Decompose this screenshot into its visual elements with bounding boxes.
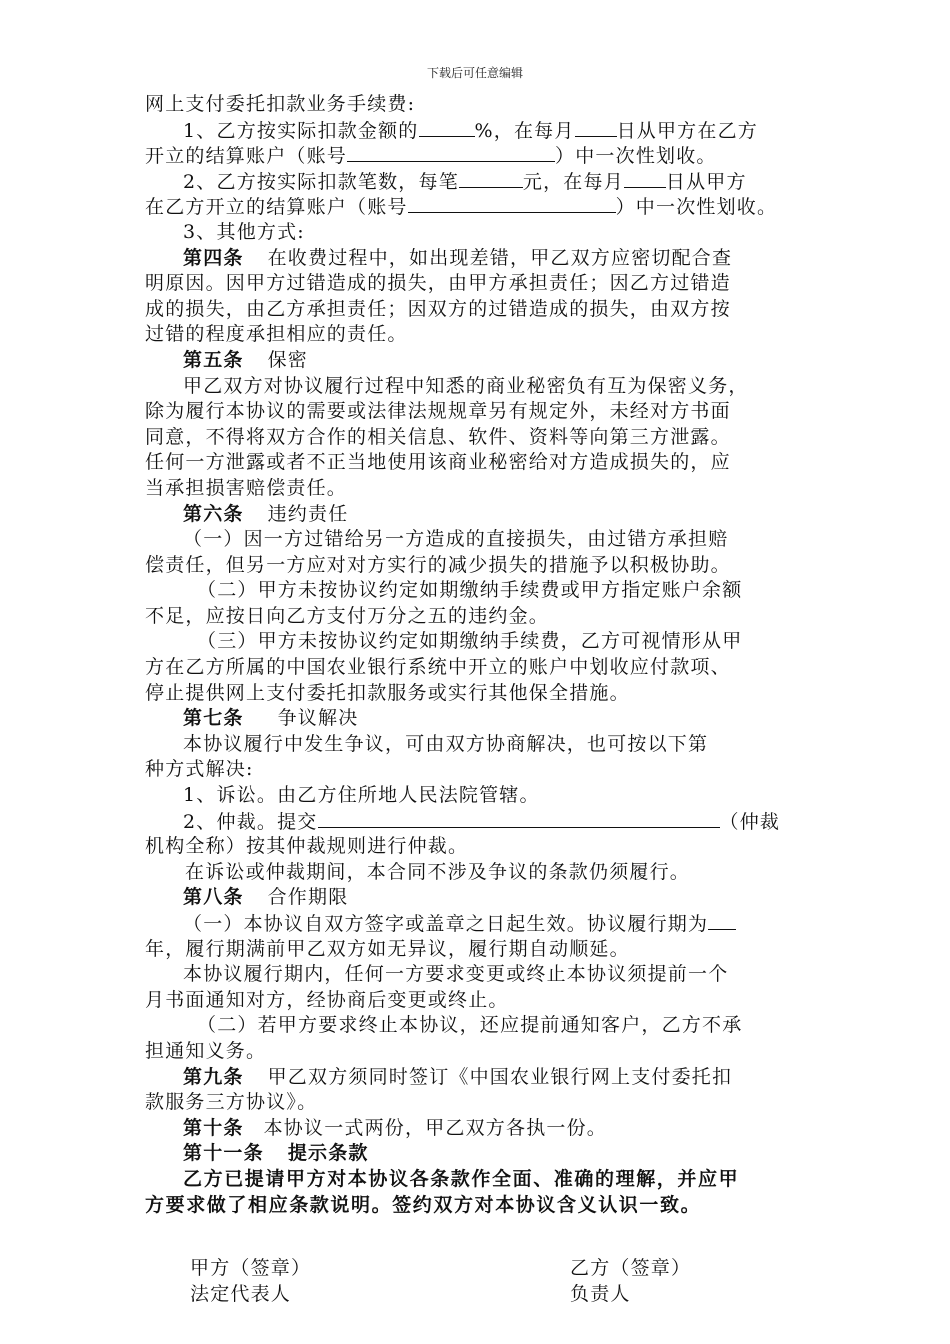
party-a-legal-rep: 法定代表人	[190, 1282, 292, 1305]
article-6-text: 偿责任，但另一方应对对方实行的减少损失的措施予以积极协助。	[145, 553, 731, 576]
article-7-text: 在诉讼或仲裁期间，本合同不涉及争议的条款仍须履行。	[185, 860, 691, 883]
article-5-title: 第五条	[183, 348, 244, 371]
article-6-text: （三）甲方未按协议约定如期缴纳手续费，乙方可视情形从甲	[197, 630, 743, 653]
signature-row-representative	[145, 1282, 810, 1308]
article-5-text: 除为履行本协议的需要或法律法规规章另有规定外，未经对方书面	[145, 400, 731, 423]
article-6-text: （一）因一方过错给另一方造成的直接损失，由过错方承担赔	[183, 528, 729, 551]
article-7-text: 1、诉讼。由乙方住所地人民法院管辖。	[183, 784, 540, 807]
article-5: 第五条 保密	[183, 348, 309, 371]
blank-per-item	[459, 169, 523, 188]
article-5-text: 当承担损害赔偿责任。	[145, 476, 348, 499]
article-8-title: 第八条	[183, 886, 244, 909]
signature-row-party	[145, 1256, 810, 1282]
fee-option-1-cont: 开立的结算账户（账号 ）中一次性划收。	[145, 145, 717, 168]
party-b-seal: 乙方（签章）	[570, 1257, 692, 1280]
document-body	[145, 92, 810, 1307]
fee-intro: 网上支付委托扣款业务手续费:	[145, 93, 416, 115]
fee-option-1: 1、乙方按实际扣款金额的 %，在每月 日从甲方在乙方	[183, 119, 758, 142]
page-header: 下载后可任意编辑	[426, 66, 523, 80]
blank-account	[347, 143, 555, 162]
article-6: 第六条 违约责任	[183, 502, 349, 525]
article-6-text: （二）甲方未按协议约定如期缴纳手续费或甲方指定账户余额	[197, 579, 743, 602]
article-8-term: （一）本协议自双方签字或盖章之日起生效。协议履行期为	[145, 911, 810, 937]
article-7-title: 第七条	[183, 707, 244, 730]
fee-option-2: 2、乙方按实际扣款笔数，每笔 元，在每月 日从甲方	[183, 170, 747, 193]
article-8-text: 月书面通知对方，经协商后变更或终止。	[145, 988, 509, 1011]
article-5-text: 任何一方泄露或者不正当地使用该商业秘密给对方造成损失的，应	[145, 451, 731, 474]
article-8-text: （二）若甲方要求终止本协议，还应提前通知客户，乙方不承	[197, 1014, 743, 1037]
article-4-text: 成的损失，由乙方承担责任；因双方的过错造成的损失，由双方按	[145, 297, 731, 320]
blank-day	[575, 118, 617, 137]
article-9-title: 第九条	[183, 1065, 244, 1088]
article-9: 第九条 甲乙双方须同时签订《中国农业银行网上支付委托扣	[183, 1065, 733, 1088]
article-4: 第四条 在收费过程中，如出现差错，甲乙双方应密切配合查	[183, 246, 733, 269]
article-8-text: 担通知义务。	[145, 1039, 267, 1062]
fee-option-3: 3、其他方式:	[183, 220, 305, 243]
article-4-title: 第四条	[183, 246, 244, 269]
article-6-title: 第六条	[183, 502, 244, 525]
article-10: 第十条 本协议一式两份，甲乙双方各执一份。	[183, 1116, 608, 1139]
article-11-text: 乙方已提请甲方对本协议各条款作全面、准确的理解，并应甲	[183, 1167, 740, 1190]
article-7-text: 机构全称）按其仲裁规则进行仲裁。	[145, 835, 469, 858]
article-11: 第十一条 提示条款	[183, 1142, 369, 1165]
article-7: 第七条 争议解决	[183, 707, 359, 730]
party-b-responsible: 负责人	[570, 1282, 631, 1305]
article-11-title: 第十一条	[183, 1142, 264, 1165]
fee-option-2-cont: 在乙方开立的结算账户（账号 ）中一次性划收。	[145, 196, 778, 219]
blank-account	[408, 194, 616, 213]
article-8: 第八条 合作期限	[183, 886, 349, 909]
article-10-title: 第十条	[183, 1116, 244, 1139]
article-7-text: 种方式解决:	[145, 758, 254, 781]
article-7-arbitration: 2、仲裁。提交 （仲裁	[183, 810, 781, 833]
article-11-text: 方要求做了相应条款说明。签约双方对本协议含义认识一致。	[145, 1193, 702, 1216]
article-6-text: 不足，应按日向乙方支付万分之五的违约金。	[145, 604, 550, 627]
article-7-text: 本协议履行中发生争议，可由双方协商解决，也可按以下第	[183, 732, 709, 755]
article-9-text: 款服务三方协议》。	[145, 1091, 318, 1114]
article-6-text: 方在乙方所属的中国农业银行系统中开立的账户中划收应付款项、	[145, 656, 731, 679]
blank-day	[624, 169, 666, 188]
article-4-text: 过错的程度承担相应的责任。	[145, 323, 408, 346]
blank-years	[708, 911, 736, 930]
blank-percent	[419, 118, 475, 137]
article-5-text: 甲乙双方对协议履行过程中知悉的商业秘密负有互为保密义务，	[183, 374, 749, 397]
article-8-text: 本协议履行期内，任何一方要求变更或终止本协议须提前一个	[183, 963, 729, 986]
article-5-text: 同意，不得将双方合作的相关信息、软件、资料等向第三方泄露。	[145, 425, 731, 448]
blank-arbitration-body	[318, 809, 720, 828]
article-4-text: 明原因。因甲方过错造成的损失，由甲方承担责任；因乙方过错造	[145, 272, 731, 295]
article-8-text: 年，履行期满前甲乙双方如无异议，履行期自动顺延。	[145, 937, 630, 960]
party-a-seal: 甲方（签章）	[190, 1257, 312, 1280]
article-6-text: 停止提供网上支付委托扣款服务或实行其他保全措施。	[145, 681, 630, 704]
